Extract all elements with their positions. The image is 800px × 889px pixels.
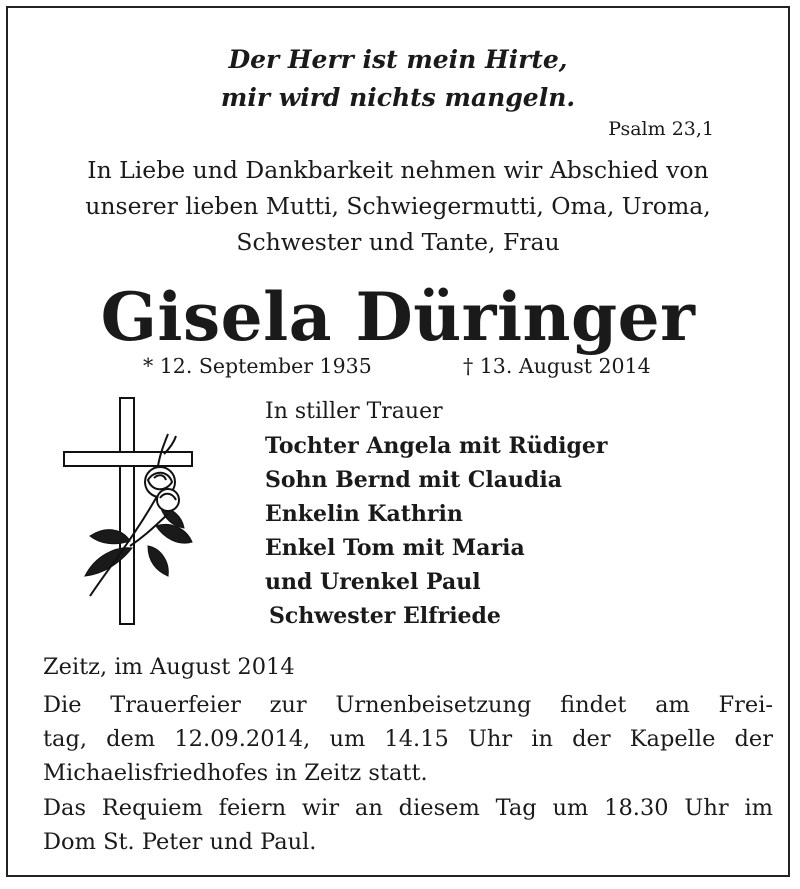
service-line-4: Das Requiem feiern wir an diesem Tag um 18.30 Uhr im bbox=[43, 795, 773, 821]
verse-line-1: Der Herr ist mein Hirte, bbox=[228, 45, 568, 74]
verse-source: Psalm 23,1 bbox=[608, 118, 714, 140]
place-date: Zeitz, im August 2014 bbox=[43, 654, 295, 680]
mourner-4: Enkel Tom mit Maria bbox=[265, 535, 525, 561]
intro-line-2: unserer lieben Mutti, Schwiegermutti, Oma, Uroma, bbox=[85, 192, 711, 220]
mourners-heading: In stiller Trauer bbox=[265, 399, 443, 424]
mourner-3: Enkelin Kathrin bbox=[265, 501, 463, 527]
death-date: † 13. August 2014 bbox=[463, 354, 651, 378]
service-line-3: Michaelisfriedhofes in Zeitz statt. bbox=[43, 760, 428, 786]
mourner-6: Schwester Elfriede bbox=[269, 603, 501, 629]
deceased-name: Gisela Düringer bbox=[100, 278, 696, 356]
mourner-5: und Urenkel Paul bbox=[265, 569, 481, 595]
mourners-block bbox=[265, 395, 607, 633]
intro-line-3: Schwester und Tante, Frau bbox=[236, 228, 560, 256]
obituary-card bbox=[6, 6, 790, 877]
mourner-2: Sohn Bernd mit Claudia bbox=[265, 467, 562, 493]
service-line-2: tag, dem 12.09.2014, um 14.15 Uhr in der Kapelle der bbox=[43, 726, 773, 752]
cross-with-rose-icon bbox=[60, 396, 200, 628]
verse-line-2: mir wird nichts mangeln. bbox=[220, 83, 576, 112]
mourner-1: Tochter Angela mit Rüdiger bbox=[265, 433, 608, 459]
intro-line-1: In Liebe und Dankbarkeit nehmen wir Abschied von bbox=[87, 156, 709, 184]
birth-date: * 12. September 1935 bbox=[143, 354, 372, 378]
service-line-1: Die Trauerfeier zur Urnenbeisetzung findet am Frei- bbox=[43, 692, 773, 718]
service-line-5: Dom St. Peter und Paul. bbox=[43, 829, 317, 855]
